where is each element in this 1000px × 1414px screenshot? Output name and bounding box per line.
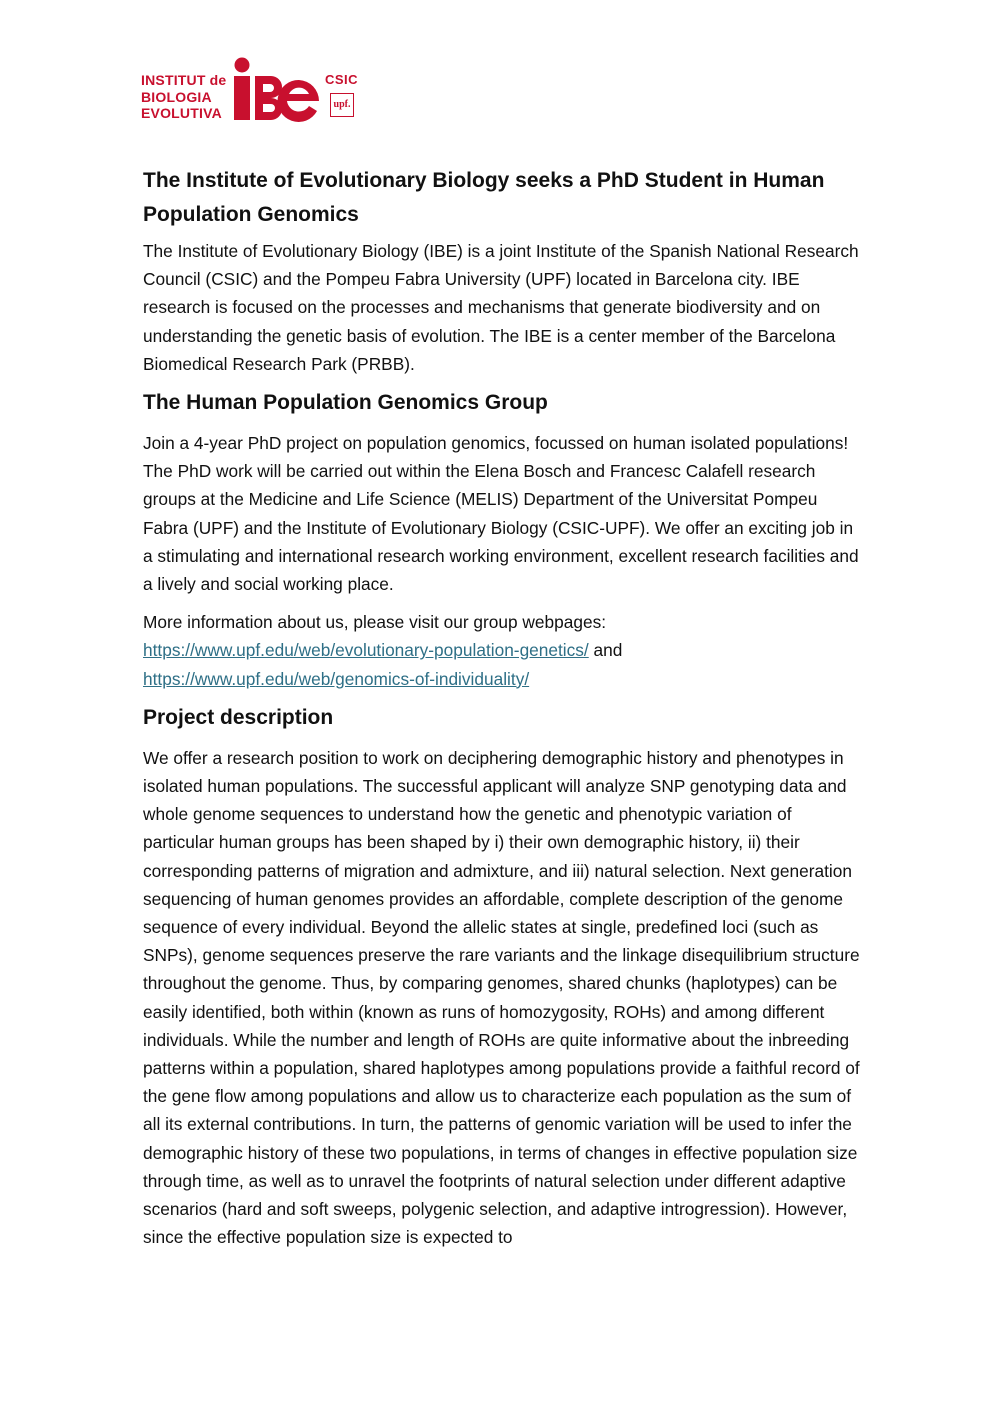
document-body: [143, 164, 863, 1252]
csic-label: CSIC: [325, 72, 359, 87]
logo-line-2: BIOLOGIA: [141, 88, 212, 105]
ibe-logo-mark: [233, 56, 323, 126]
group-heading: The Human Population Genomics Group: [143, 391, 548, 415]
logo-line-3: EVOLUTIVA: [141, 105, 222, 121]
page-title: The Institute of Evolutionary Biology seeks a PhD Student in Human Population Genomics: [143, 169, 825, 226]
upf-logo: upf.: [330, 93, 354, 117]
link-evolutionary-population-genetics[interactable]: https://www.upf.edu/web/evolutionary-population-genetics/: [143, 640, 589, 661]
intro-paragraph: The Institute of Evolutionary Biology (IBE) is a joint Institute of the Spanish National Research Council (CSIC) and the Pompeu Fabra University (UPF) located in Barcelona city. IBE research is focused on the processes and mechanisms that generate biodiversity and on understanding the genetic basis of evolution. The IBE is a center member of the Barcelona Biomedical Research Park (PRBB).: [143, 241, 859, 374]
logo-institute-text: [141, 72, 233, 122]
and-text: and: [588, 640, 623, 661]
logo-line-1: INSTITUT de: [141, 72, 227, 88]
link-genomics-of-individuality[interactable]: https://www.upf.edu/web/genomics-of-individuality/: [143, 668, 530, 689]
project-heading: Project description: [143, 705, 334, 729]
ibe-logo: [141, 56, 371, 128]
more-info-text: More information about us, please visit our group webpages:: [143, 612, 607, 633]
project-paragraph: We offer a research position to work on deciphering demographic history and phenotypes in isolated human populations. The successful applicant will analyze SNP genotyping data and whole genome sequences to understand how the genetic and phenotypic variation of particular human groups has been shaped by i) their own demographic history, ii) their corresponding patterns of migration and admixture, and iii) natural selection. Next generation sequencing of human genomes provides an affordable, complete description of the genome sequence of every individual. Beyond the allelic states at single, predefined loci (such as SNPs), genome sequences preserve the rare variants and the linkage disequilibrium structure throughout the genome. Thus, by comparing genomes, shared chunks (haplotypes) can be easily identified, both within (known as runs of homozygosity, ROHs) and among different individuals. While the number and length of ROHs are quite informative about the inbreeding patterns within a population, shared haplotypes among populations provide a faithful record of the gene flow among populations and allow us to characterize each population as the sum of all its external contributions. In turn, the patterns of genomic variation will be used to infer the demographic history of these two populations, in terms of changes in effective population size through time, as well as to unravel the footprints of natural selection under different adaptive scenarios (hard and soft sweeps, polygenic selection, and adaptive introgression). However, since the effective population size is expected to: [143, 747, 860, 1248]
link-line-1: [143, 636, 863, 664]
more-info-paragraph: [143, 608, 863, 693]
link-line-2: [143, 665, 863, 693]
group-paragraph: Join a 4-year PhD project on population genomics, focussed on human isolated populations! The PhD work will be carried out within the Elena Bosch and Francesc Calafell research groups at the Medicine and Life Science (MELIS) Department of the Universitat Pompeu Fabra (UPF) and the Institute of Evolutionary Biology (CSIC-UPF). We offer an exciting job in a stimulating and international research working environment, excellent research facilities and a lively and social working place.: [143, 433, 859, 595]
